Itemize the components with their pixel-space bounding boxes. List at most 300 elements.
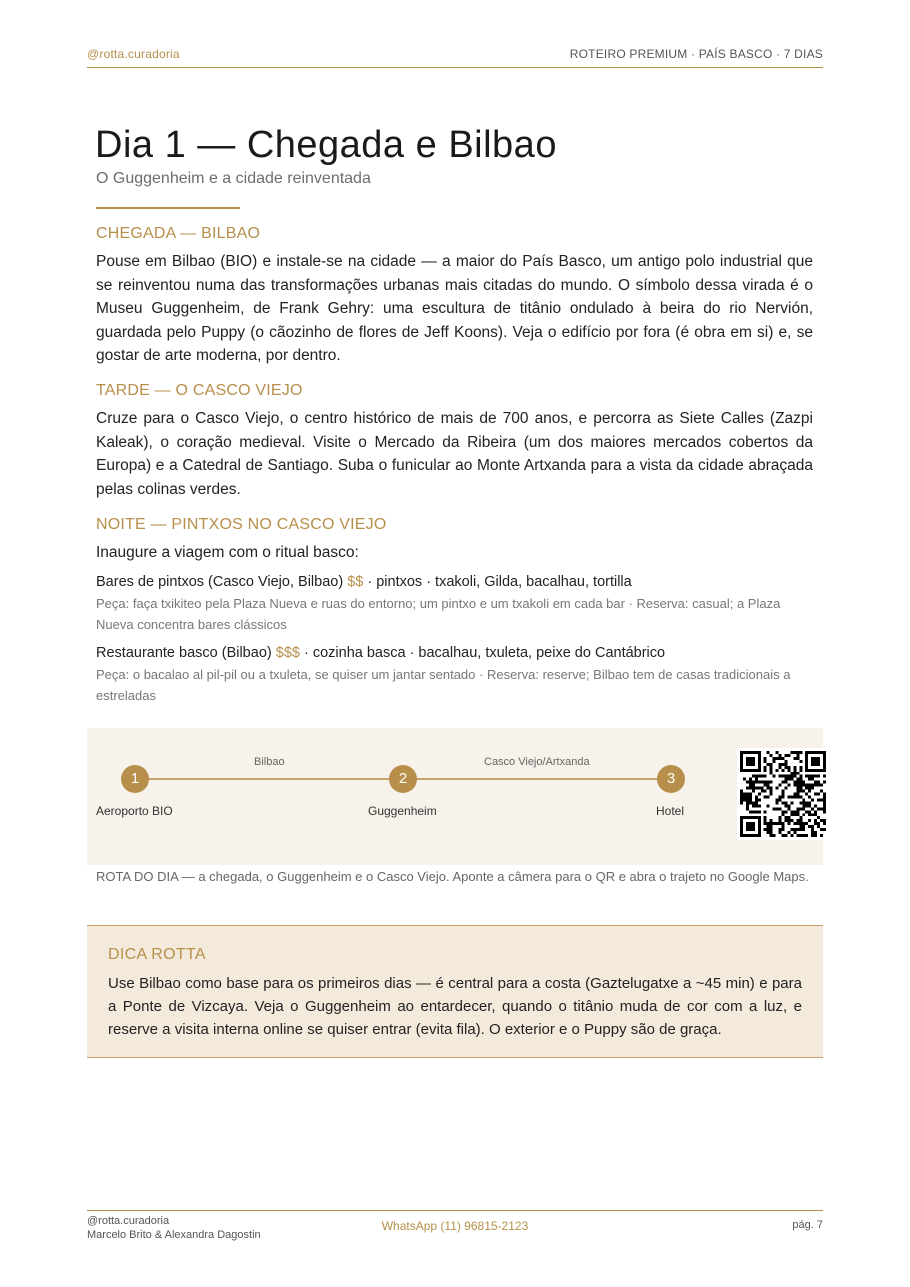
qr-module [805,834,808,837]
qr-module [752,781,755,784]
qr-module [749,828,752,831]
qr-module [752,757,755,760]
qr-module [808,790,811,793]
qr-module [787,831,790,834]
qr-module [755,801,758,804]
qr-module [805,822,808,825]
qr-module [820,834,823,837]
qr-module [755,816,758,819]
qr-module [805,757,808,760]
qr-module [796,813,799,816]
qr-module [805,754,808,757]
section-heading: NOITE — PINTXOS NO CASCO VIEJO [96,516,387,533]
qr-module [773,834,776,837]
qr-module [752,784,755,787]
section-text: Cruze para o Casco Viejo, o centro histórico de mais de 700 anos, e percorra as Siete Calles (Zazpi Kaleak), o coração medieval. Visite o Mercado da Ribeira (um dos maiores mercados cobertos da Europa) e a Catedral de Santiago. Suba o funicular ao Monte Artxanda para a vista da cidade abraçada pelas colinas verdes. [96,410,813,498]
qr-module [767,763,770,766]
page-subtitle: O Guggenheim e a cidade reinventada [96,170,371,187]
qr-module [740,816,743,819]
qr-module [784,775,787,778]
qr-module [799,790,802,793]
qr-module [740,763,743,766]
qr-module [749,757,752,760]
qr-module [782,795,785,798]
qr-module [802,784,805,787]
qr-module [746,804,749,807]
qr-module [758,760,761,763]
qr-code[interactable] [737,748,829,840]
qr-module [790,810,793,813]
qr-module [740,769,743,772]
qr-module [740,790,743,793]
route-stop-marker: 1 [121,765,149,793]
qr-module [770,787,773,790]
tip-title: DICA ROTTA [108,946,206,963]
qr-module [764,822,767,825]
qr-module [740,819,743,822]
qr-module [787,775,790,778]
qr-module [746,795,749,798]
qr-module [782,810,785,813]
qr-module [779,784,782,787]
qr-module [802,781,805,784]
page-header [87,44,823,68]
qr-module [823,757,826,760]
qr-module [814,831,817,834]
qr-module [817,825,820,828]
qr-module [746,798,749,801]
qr-module [790,795,793,798]
qr-module [779,775,782,778]
qr-module [787,778,790,781]
qr-module [796,819,799,822]
qr-module [743,834,746,837]
qr-module [749,798,752,801]
qr-module [799,801,802,804]
qr-module [758,769,761,772]
qr-module [758,816,761,819]
qr-module [770,819,773,822]
qr-module [782,763,785,766]
qr-module [740,751,743,754]
section-afternoon [96,381,813,501]
qr-module [752,801,755,804]
qr-module [799,828,802,831]
qr-module [779,798,782,801]
qr-module [764,766,767,769]
qr-module [811,828,814,831]
qr-module [764,781,767,784]
qr-module [784,810,787,813]
qr-module [776,787,779,790]
qr-module [811,807,814,810]
qr-module [817,784,820,787]
qr-module [799,816,802,819]
route-stop-label: Guggenheim [368,804,437,818]
qr-module [770,790,773,793]
qr-module [814,793,817,796]
qr-module [746,757,749,760]
qr-module [823,795,826,798]
qr-module [790,772,793,775]
route-segment-label: Casco Viejo/Artxanda [484,756,590,768]
qr-module [749,793,752,796]
qr-code-image [740,751,826,837]
qr-module [802,825,805,828]
qr-module [808,801,811,804]
qr-module [782,790,785,793]
qr-module [752,810,755,813]
qr-module [749,751,752,754]
qr-module [752,760,755,763]
qr-module [740,757,743,760]
qr-module [784,778,787,781]
qr-module [799,807,802,810]
qr-module [779,822,782,825]
venue-price: $$$ [275,645,300,661]
route-segment-line [135,778,403,780]
qr-module [773,775,776,778]
section-intro: Inaugure a viagem com o ritual basco: [96,544,359,561]
qr-module [779,807,782,810]
qr-module [776,757,779,760]
qr-module [799,825,802,828]
qr-module [784,760,787,763]
qr-module [752,804,755,807]
qr-module [796,822,799,825]
venue-name: Restaurante basco (Bilbao) [96,645,272,661]
qr-module [752,790,755,793]
qr-module [793,828,796,831]
qr-module [787,795,790,798]
qr-module [743,751,746,754]
qr-module [770,828,773,831]
qr-module [823,781,826,784]
qr-module [817,816,820,819]
qr-module [808,787,811,790]
qr-module [787,807,790,810]
qr-module [758,793,761,796]
qr-module [793,822,796,825]
section-text: Pouse em Bilbao (BIO) e instale-se na cidade — a maior do País Basco, um antigo polo industrial que se reinventou numa das transformações urbanas mais citadas do mundo. O símbolo dessa virada é o Museu Guggenheim, de Frank Gehry: uma escultura de titânio ondulado à beira do rio Nervión, guardada pelo Puppy (o cãozinho de flores de Jeff Koons). Veja o edifício por fora (é obra em si) e, se gostar de arte moderna, por dentro. [96,253,813,364]
qr-module [820,790,823,793]
qr-module [793,795,796,798]
qr-module [823,804,826,807]
qr-module [749,825,752,828]
qr-module [761,790,764,793]
qr-module [817,793,820,796]
qr-module [755,810,758,813]
qr-module [740,825,743,828]
qr-module [796,834,799,837]
qr-module [790,751,793,754]
qr-module [823,822,826,825]
qr-module [796,781,799,784]
qr-module [764,810,767,813]
qr-module [749,781,752,784]
qr-module [799,784,802,787]
qr-module [758,834,761,837]
qr-module [782,825,785,828]
qr-module [814,751,817,754]
qr-module [796,754,799,757]
qr-module [811,775,814,778]
qr-module [817,760,820,763]
venue-details: · cozinha basca · bacalhau, txuleta, peixe do Cantábrico [303,645,666,661]
qr-module [746,828,749,831]
qr-module [805,801,808,804]
qr-module [793,766,796,769]
qr-module [823,807,826,810]
qr-module [814,834,817,837]
qr-module [740,754,743,757]
qr-module [799,760,802,763]
qr-module [749,795,752,798]
qr-module [782,822,785,825]
qr-module [805,751,808,754]
qr-module [779,816,782,819]
qr-module [740,798,743,801]
qr-module [799,822,802,825]
qr-module [811,784,814,787]
qr-module [767,751,770,754]
qr-module [802,801,805,804]
qr-module [805,804,808,807]
qr-module [796,810,799,813]
qr-module [796,787,799,790]
qr-module [752,816,755,819]
title-divider [96,207,240,209]
qr-module [740,831,743,834]
qr-module [767,787,770,790]
qr-module [808,819,811,822]
qr-module [767,825,770,828]
section-arrival [96,224,813,368]
qr-module [799,778,802,781]
qr-module [752,751,755,754]
qr-module [755,798,758,801]
qr-module [758,751,761,754]
qr-module [773,757,776,760]
tip-text: Use Bilbao como base para os primeiros dias — é central para a costa (Gaztelugatxe a ~45 min) e para a Ponte de Vizcaya. Veja o Guggenheim ao entardecer, quando o titânio muda de cor com a luz, e reserve a visita interna online se quiser entrar (evita fila). O exterior e o Puppy são de graça. [108,975,802,1038]
qr-module [770,781,773,784]
qr-module [782,793,785,796]
qr-module [817,763,820,766]
qr-module [817,822,820,825]
qr-module [770,763,773,766]
qr-module [814,781,817,784]
qr-module [790,778,793,781]
qr-module [808,795,811,798]
qr-module [746,801,749,804]
qr-module [820,784,823,787]
qr-module [799,819,802,822]
qr-module [796,772,799,775]
qr-module [746,760,749,763]
qr-module [764,819,767,822]
qr-module [820,819,823,822]
venue-details: · pintxos · txakoli, Gilda, bacalhau, tortilla [367,574,632,590]
qr-module [770,831,773,834]
qr-module [817,807,820,810]
qr-module [796,793,799,796]
qr-module [743,798,746,801]
qr-module [793,813,796,816]
qr-module [764,790,767,793]
qr-module [782,828,785,831]
qr-module [770,772,773,775]
qr-module [820,769,823,772]
qr-module [787,822,790,825]
qr-module [746,751,749,754]
qr-module [749,834,752,837]
qr-module [793,831,796,834]
qr-module [793,793,796,796]
qr-module [811,763,814,766]
qr-module [787,784,790,787]
qr-module [820,828,823,831]
qr-module [755,751,758,754]
qr-module [743,816,746,819]
route-segment-label: Bilbao [254,756,285,768]
qr-module [749,801,752,804]
footer-whatsapp[interactable]: WhatsApp (11) 96815-2123 [381,1219,529,1233]
qr-module [793,810,796,813]
qr-module [823,769,826,772]
qr-module [805,760,808,763]
qr-module [782,757,785,760]
qr-module [764,769,767,772]
qr-module [758,822,761,825]
qr-module [773,807,776,810]
qr-module [755,804,758,807]
qr-module [746,816,749,819]
qr-module [749,816,752,819]
qr-module [782,834,785,837]
qr-module [814,760,817,763]
qr-module [796,795,799,798]
venue-item [96,643,813,706]
qr-module [784,819,787,822]
qr-module [814,819,817,822]
qr-module [755,781,758,784]
section-night [96,515,813,706]
qr-module [799,751,802,754]
qr-module [811,769,814,772]
qr-module [749,763,752,766]
qr-module [764,757,767,760]
qr-module [793,769,796,772]
footer-brand: @rotta.curadoria [87,1215,170,1227]
qr-module [787,766,790,769]
qr-module [784,801,787,804]
qr-module [814,775,817,778]
qr-module [808,810,811,813]
qr-module [740,834,743,837]
qr-module [749,787,752,790]
qr-module [761,775,764,778]
qr-module [752,822,755,825]
qr-module [787,769,790,772]
qr-module [796,751,799,754]
qr-module [787,816,790,819]
qr-module [811,757,814,760]
qr-module [808,778,811,781]
page-number: pág. 7 [792,1219,823,1231]
qr-module [758,754,761,757]
qr-module [805,810,808,813]
qr-module [784,754,787,757]
qr-module [758,787,761,790]
qr-module [776,769,779,772]
qr-module [776,751,779,754]
qr-module [749,784,752,787]
route-stop-label: Aeroporto BIO [96,804,173,818]
qr-module [811,798,814,801]
qr-module [784,766,787,769]
qr-module [808,784,811,787]
qr-module [764,760,767,763]
qr-module [746,807,749,810]
qr-module [749,778,752,781]
qr-module [811,813,814,816]
qr-module [770,825,773,828]
qr-module [808,804,811,807]
venue-note: Peça: faça txikiteo pela Plaza Nueva e ruas do entorno; um pintxo e um txakoli em cada bar · Reserva: casual; a Plaza Nueva concentra bares clássicos [96,596,781,632]
qr-module [758,828,761,831]
qr-module [746,769,749,772]
qr-module [811,831,814,834]
qr-module [779,766,782,769]
qr-module [743,795,746,798]
qr-module [749,822,752,825]
qr-module [787,754,790,757]
qr-module [743,778,746,781]
qr-module [779,754,782,757]
qr-module [820,807,823,810]
qr-module [817,757,820,760]
qr-module [764,784,767,787]
qr-module [805,775,808,778]
qr-module [784,804,787,807]
qr-module [808,775,811,778]
qr-module [767,784,770,787]
qr-module [823,751,826,754]
qr-module [823,766,826,769]
qr-module [817,751,820,754]
header-doc-label: ROTEIRO PREMIUM · PAÍS BASCO · 7 DIAS [569,47,823,61]
qr-module [779,831,782,834]
qr-module [755,795,758,798]
venue-line [96,572,813,592]
qr-module [752,834,755,837]
qr-module [796,757,799,760]
qr-module [793,772,796,775]
qr-module [740,822,743,825]
qr-module [758,825,761,828]
qr-module [811,751,814,754]
qr-module [793,775,796,778]
qr-module [752,775,755,778]
qr-module [755,834,758,837]
qr-module [764,775,767,778]
qr-module [752,769,755,772]
qr-module [776,798,779,801]
qr-module [764,816,767,819]
qr-module [802,804,805,807]
qr-module [755,787,758,790]
qr-module [784,816,787,819]
